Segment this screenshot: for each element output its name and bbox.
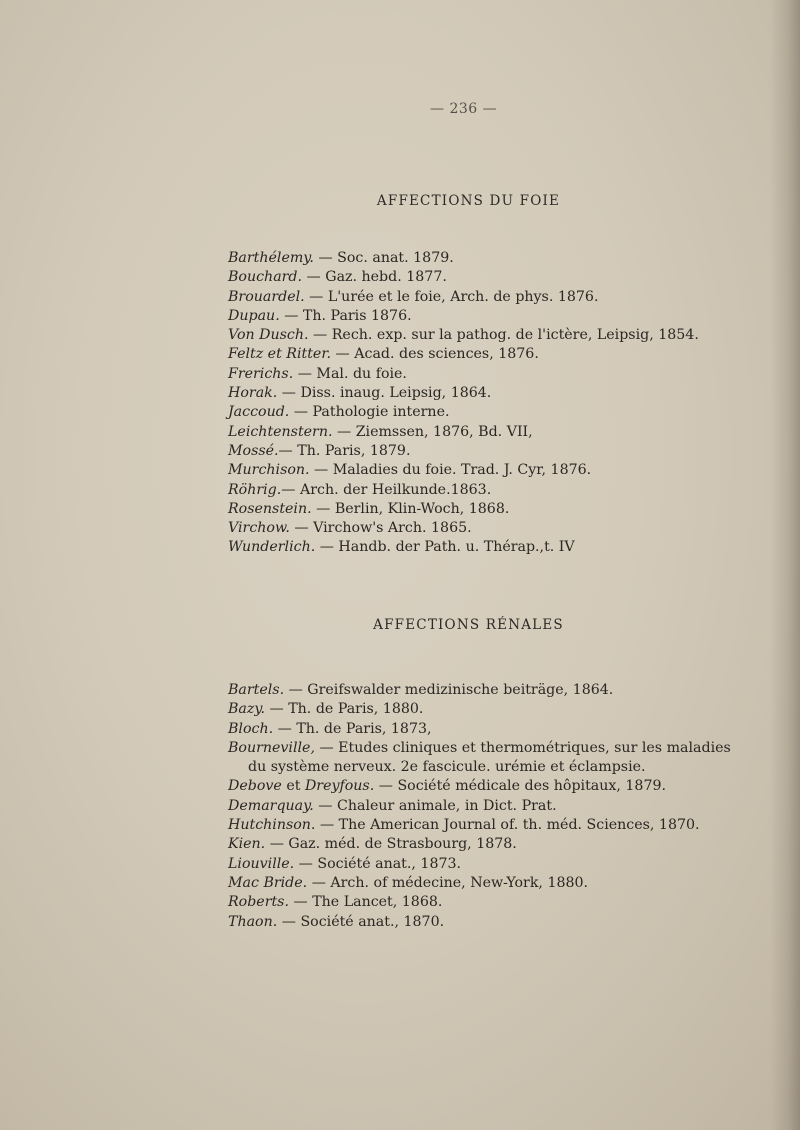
section-title-affections-renales: AFFECTIONS RÉNALES: [373, 617, 564, 633]
entry-author: Rosenstein.: [228, 500, 312, 517]
entry-author: Mossé.: [228, 442, 279, 459]
entry-author: Bouchard.: [228, 269, 303, 286]
entry-author: Frerichs.: [228, 365, 294, 382]
entry-author: Röhrig.: [228, 481, 282, 498]
entry-reference: — Maladies du foie. Trad. J. Cyr, 1876.: [309, 462, 592, 479]
entry-reference: — Chaleur animale, in Dict. Prat.: [313, 797, 557, 814]
entry-author: Roberts.: [228, 894, 289, 911]
entry-reference: — Pathologie interne.: [289, 404, 450, 421]
entry-reference: — Virchow's Arch. 1865.: [289, 520, 472, 537]
entry-reference: — Arch. der Heilkunde.1863.: [281, 481, 492, 498]
entry-reference: — Th. de Paris, 1880.: [265, 701, 424, 718]
bibliography-entry: [228, 500, 748, 519]
entry-author: Bloch.: [228, 720, 274, 737]
entry-reference: — L'urée et le foie, Arch. de phys. 1876.: [304, 288, 599, 305]
bibliography-entry: [228, 700, 748, 719]
bibliography-entry: [228, 739, 748, 778]
bibliography-entry: [228, 345, 748, 364]
entry-reference: — The Lancet, 1868.: [288, 894, 443, 911]
entry-reference: — The American Journal of. th. méd. Sciences, 1870.: [315, 817, 700, 834]
entry-author: Dreyfous.: [304, 778, 375, 795]
entry-author: Virchow.: [228, 520, 290, 537]
entry-reference: — Etudes cliniques et thermométriques, sur les maladies: [314, 739, 731, 756]
bibliography-entry: [228, 777, 748, 796]
entry-reference: — Mal. du foie.: [293, 365, 407, 382]
section-title-affections-foie: AFFECTIONS DU FOIE: [376, 193, 561, 209]
entry-author: Dupau.: [228, 307, 280, 324]
entry-author: Barthélemy.: [228, 250, 314, 266]
entry-author: Liouville.: [228, 855, 295, 872]
bibliography-entry: [228, 403, 748, 422]
bibliography-entry: [228, 720, 748, 739]
page-edge-shadow: [770, 0, 800, 1130]
entry-author: Demarquay.: [228, 797, 314, 814]
entry-reference: — Arch. of médecine, New-York, 1880.: [307, 874, 589, 891]
entry-reference: — Diss. inaug. Leipsig, 1864.: [277, 385, 492, 402]
entry-reference: — Société anat., 1870.: [277, 913, 445, 930]
bibliography-entry: [228, 423, 748, 442]
entry-author: Murchison.: [228, 462, 310, 479]
entry-reference: — Greifswalder medizinische beiträge, 1864.: [284, 682, 614, 698]
bibliography-entry: [228, 307, 748, 326]
entry-author: Mac Bride.: [228, 874, 308, 891]
entry-reference: — Th. Paris 1876.: [279, 307, 412, 324]
bibliography-entry: [228, 288, 748, 307]
entry-reference: — Ziemssen, 1876, Bd. VII,: [332, 423, 533, 440]
bibliography-entry: [228, 268, 748, 287]
entry-author: Hutchinson.: [228, 817, 316, 834]
entry-reference: — Th. Paris, 1879.: [278, 442, 411, 459]
bibliography-entry: [228, 249, 748, 268]
bibliography-entry: [228, 365, 748, 384]
entry-reference: — Berlin, Klin-Woch, 1868.: [311, 500, 510, 517]
bibliography-list-foie: [228, 249, 748, 558]
page-number: — 236 —: [430, 101, 498, 117]
entry-reference: et: [281, 778, 305, 795]
bibliography-entry: [228, 481, 748, 500]
entry-reference: — Handb. der Path. u. Thérap.,t. IV: [315, 539, 575, 556]
entry-author: Bartels.: [228, 682, 285, 698]
entry-reference: — Acad. des sciences, 1876.: [331, 346, 539, 363]
bibliography-entry: [228, 835, 748, 854]
bibliography-entry: [228, 442, 748, 461]
entry-author: Thaon.: [228, 913, 278, 930]
entry-reference: — Société médicale des hôpitaux, 1879.: [374, 778, 667, 795]
entry-reference: — Th. de Paris, 1873,: [273, 720, 432, 737]
entry-author: Von Dusch.: [228, 327, 309, 344]
entry-author: Wunderlich.: [228, 539, 316, 556]
entry-author: Horak.: [228, 385, 278, 402]
bibliography-entry: [228, 519, 748, 538]
bibliography-entry: [228, 538, 748, 557]
entry-author: Debove: [228, 778, 282, 795]
bibliography-entry: [228, 855, 748, 874]
bibliography-entry: [228, 874, 748, 893]
bibliography-entry: [228, 384, 748, 403]
entry-author: Bazy.: [228, 701, 265, 718]
entry-reference: — Soc. anat. 1879.: [313, 250, 454, 266]
entry-reference: — Société anat., 1873.: [294, 855, 462, 872]
entry-reference: — Rech. exp. sur la pathog. de l'ictère, Leipsig, 1854.: [308, 327, 699, 344]
entry-reference: — Gaz. hebd. 1877.: [302, 269, 447, 286]
bibliography-entry: [228, 893, 748, 912]
entry-reference: — Gaz. méd. de Strasbourg, 1878.: [265, 836, 517, 853]
entry-author: Brouardel.: [228, 288, 305, 305]
bibliography-entry: [228, 797, 748, 816]
entry-author: Feltz et Ritter.: [228, 346, 332, 363]
bibliography-entry: [228, 326, 748, 345]
bibliography-entry: [228, 461, 748, 480]
entry-author: Kien.: [228, 836, 266, 853]
bibliography-entry: [228, 913, 748, 932]
bibliography-list-renales: [228, 681, 748, 932]
entry-author: Bourneville,: [228, 739, 315, 756]
entry-author: Leichtenstern.: [228, 423, 333, 440]
entry-continuation: du système nerveux. 2e fascicule. urémie et éclampsie.: [248, 759, 646, 776]
entry-author: Jaccoud.: [228, 404, 290, 421]
bibliography-entry: [228, 816, 748, 835]
bibliography-entry: [228, 681, 748, 700]
